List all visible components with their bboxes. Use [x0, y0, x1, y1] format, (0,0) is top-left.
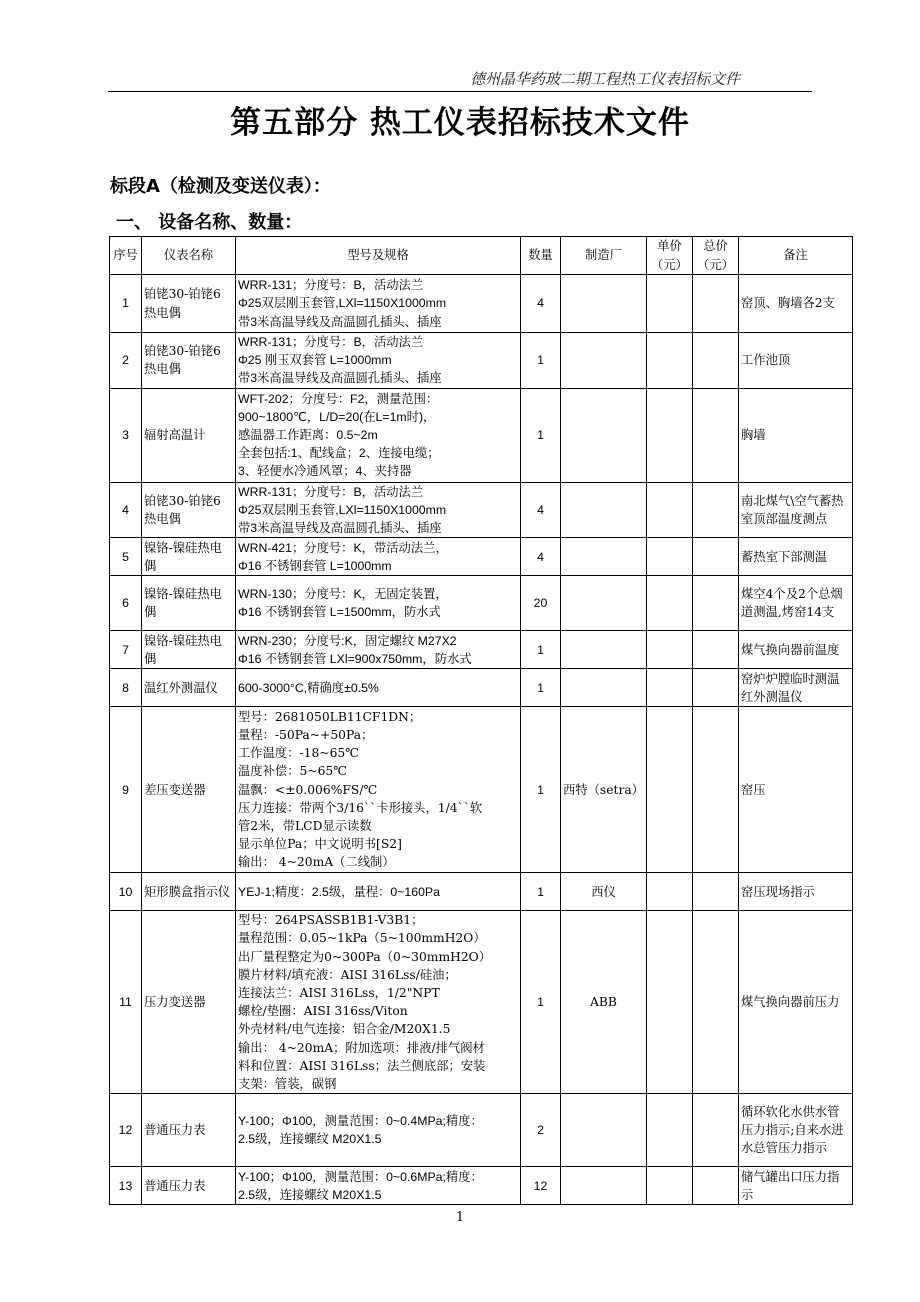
table-row [110, 1167, 853, 1205]
spec-line: 量程范围：0.05~1kPa（5~100mmH2O） [238, 931, 486, 946]
spec-line: 压力连接：带两个3/16``卡形接头，1/4``软 [238, 800, 483, 815]
cell-instrument-name: 压力变送器 [142, 911, 236, 1094]
spec-line: Φ25双层刚玉套管,LXl=1150X1000mm [238, 502, 447, 517]
cell-remark: 窑炉炉膛临时测温红外测温仪 [739, 669, 853, 707]
cell-spec [236, 333, 521, 389]
cell-spec [236, 911, 521, 1094]
cell-instrument-name: 镍铬-镍硅热电偶 [142, 538, 236, 576]
cell-total-price [693, 1094, 739, 1167]
spec-line: 全套包括:1、配线盒；2、连接电缆； [238, 446, 440, 461]
cell-instrument-name: 铂铑30-铂铑6热电偶 [142, 275, 236, 333]
spec-line: WRR-131；分度号：B，活动法兰 [238, 335, 424, 349]
cell-unit-price [647, 388, 693, 482]
spec-line: 型号：264PSASSB1B1-V3B1； [238, 913, 424, 928]
cell-spec [236, 707, 521, 873]
cell-spec [236, 576, 521, 631]
spec-line: WRN-230；分度号:K，固定螺纹 M27X2 [238, 633, 457, 648]
cell-instrument-name: 铂铑30-铂铑6热电偶 [142, 482, 236, 538]
cell-maker [561, 1167, 647, 1205]
spec-line: Y-100；Φ100，测量范围：0~0.4MPa;精度： [238, 1114, 483, 1129]
table-row [110, 482, 853, 538]
cell-qty: 1 [521, 388, 561, 482]
spec-line: WRN-421；分度号：K，带活动法兰， [238, 540, 448, 555]
cell-spec [236, 873, 521, 911]
cell-total-price [693, 388, 739, 482]
cell-total-price [693, 631, 739, 669]
cell-instrument-name: 温红外测温仪 [142, 669, 236, 707]
cell-total-price [693, 669, 739, 707]
cell-maker [561, 1094, 647, 1167]
table-row [110, 275, 853, 333]
cell-qty: 1 [521, 911, 561, 1094]
spec-line: 带3米高温导线及高温圆孔插头、插座 [238, 314, 442, 329]
cell-spec [236, 538, 521, 576]
spec-line: 量程：-50Pa~+50Pa； [238, 728, 374, 742]
cell-total-price [693, 576, 739, 631]
cell-qty: 4 [521, 538, 561, 576]
cell-total-price [693, 1167, 739, 1205]
cell-instrument-name: 镍铬-镍硅热电偶 [142, 576, 236, 631]
cell-remark: 工作池顶 [739, 333, 853, 389]
cell-no: 3 [110, 388, 142, 482]
cell-remark: 循环软化水供水管压力指示;自来水进水总管压力指示 [739, 1094, 853, 1167]
spec-line: Φ16 不锈钢套管 LXl=900x750mm，防水式 [238, 651, 472, 666]
cell-remark: 煤气换向器前温度 [739, 631, 853, 669]
cell-maker: 西仪 [561, 873, 647, 911]
cell-remark: 煤空4个及2个总烟道测温,烤窑14支 [739, 576, 853, 631]
spec-line: 温飘：<±0.006%FS/℃ [238, 782, 378, 797]
cell-qty: 20 [521, 576, 561, 631]
spec-line: 显示单位Pa；中文说明书[S2] [238, 837, 402, 852]
table-row [110, 911, 853, 1094]
cell-maker [561, 631, 647, 669]
spec-line: 带3米高温导线及高温圆孔插头、插座 [238, 521, 442, 536]
cell-remark: 储气罐出口压力指示 [739, 1167, 853, 1205]
cell-instrument-name: 镍铬-镍硅热电偶 [142, 631, 236, 669]
table-row [110, 873, 853, 911]
table-row [110, 707, 853, 873]
cell-spec [236, 388, 521, 482]
cell-remark: 蓄热室下部测温 [739, 538, 853, 576]
cell-maker: 西特（setra） [561, 707, 647, 873]
cell-unit-price [647, 631, 693, 669]
cell-remark: 煤气换向器前压力 [739, 911, 853, 1094]
spec-line: Y-100；Φ100，测量范围：0~0.6MPa;精度： [238, 1169, 483, 1184]
spec-line: 管2米，带LCD显示读数 [238, 819, 372, 834]
col-header-no: 序号 [110, 237, 142, 275]
cell-qty: 1 [521, 669, 561, 707]
col-header-qty: 数量 [521, 237, 561, 275]
col-header-total-price: 总价（元） [693, 237, 739, 275]
cell-instrument-name: 普通压力表 [142, 1094, 236, 1167]
spec-line: Φ25双层刚玉套管,LXl=1150X1000mm [238, 296, 447, 311]
cell-no: 8 [110, 669, 142, 707]
spec-line: 出厂量程整定为0~300Pa（0~30mmH2O） [238, 949, 492, 964]
cell-instrument-name: 辐射高温计 [142, 388, 236, 482]
cell-maker [561, 538, 647, 576]
spec-line: 输出： 4~20mA（二线制） [238, 855, 395, 870]
spec-line: 料和位置：AISI 316Lss；法兰侧底部；安装 [238, 1058, 486, 1073]
cell-unit-price [647, 1167, 693, 1205]
table-row [110, 576, 853, 631]
spec-line: 带3米高温导线及高温圆孔插头、插座 [238, 371, 442, 386]
cell-total-price [693, 538, 739, 576]
cell-total-price [693, 333, 739, 389]
cell-instrument-name: 铂铑30-铂铑6热电偶 [142, 333, 236, 389]
cell-unit-price [647, 707, 693, 873]
cell-qty: 1 [521, 333, 561, 389]
spec-line: 600-3000°C,精确度±0.5% [238, 680, 379, 695]
table-row [110, 669, 853, 707]
table-row [110, 388, 853, 482]
col-header-spec: 型号及规格 [236, 237, 521, 275]
col-header-name: 仪表名称 [142, 237, 236, 275]
spec-line: WRR-131；分度号：B，活动法兰 [238, 484, 424, 499]
spec-line: 输出： 4~20mA；附加选项：排液/排气阀材 [238, 1040, 485, 1055]
cell-total-price [693, 707, 739, 873]
table-body [110, 275, 853, 1205]
table-row [110, 631, 853, 669]
cell-spec [236, 482, 521, 538]
cell-qty: 1 [521, 873, 561, 911]
table-row [110, 538, 853, 576]
cell-spec [236, 631, 521, 669]
cell-maker [561, 576, 647, 631]
cell-no: 6 [110, 576, 142, 631]
cell-unit-price [647, 1094, 693, 1167]
cell-remark: 窑压 [739, 707, 853, 873]
spec-line: 900~1800℃，L/D=20(在L=1m时)， [238, 409, 436, 424]
cell-unit-price [647, 873, 693, 911]
cell-remark: 窑压现场指示 [739, 873, 853, 911]
spec-line: 感温器工作距离：0.5~2m [238, 428, 378, 442]
running-header: 德州晶华药玻二期工程热工仪表招标文件 [470, 70, 741, 88]
table-header-row [110, 237, 853, 275]
spec-line: 2.5级，连接螺纹 M20X1.5 [238, 1187, 382, 1202]
cell-remark: 南北煤气\空气蓄热室顶部温度测点 [739, 482, 853, 538]
cell-remark: 窑顶、胸墙各2支 [739, 275, 853, 333]
spec-line: WRR-131；分度号：B，活动法兰 [238, 278, 424, 293]
cell-unit-price [647, 275, 693, 333]
spec-line: WFT-202；分度号：F2，测量范围： [238, 391, 439, 406]
cell-unit-price [647, 669, 693, 707]
section-heading: 一、 设备名称、数量： [116, 212, 303, 233]
cell-no: 12 [110, 1094, 142, 1167]
spec-line: 2.5级，连接螺纹 M20X1.5 [238, 1132, 382, 1147]
spec-line: 外壳材料/电气连接：铝合金/M20X1.5 [238, 1022, 451, 1037]
cell-qty: 1 [521, 707, 561, 873]
spec-line: YEJ-1;精度：2.5级，量程：0~160Pa [238, 884, 440, 899]
spec-line: 工作温度：-18~65℃ [238, 746, 359, 761]
cell-no: 7 [110, 631, 142, 669]
spec-line: 连接法兰：AISI 316Lss，1/2"NPT [238, 986, 440, 1001]
cell-no: 2 [110, 333, 142, 389]
cell-no: 9 [110, 707, 142, 873]
spec-line: 3、轻便水冷通风罩；4、夹持器 [238, 464, 412, 479]
table-row [110, 1094, 853, 1167]
spec-line: Φ16 不锈钢套管 L=1000mm [238, 558, 392, 573]
cell-instrument-name: 普通压力表 [142, 1167, 236, 1205]
lot-subheading: 标段A（检测及变送仪表）： [110, 176, 331, 197]
equipment-table [109, 236, 853, 1205]
cell-no: 5 [110, 538, 142, 576]
cell-qty: 1 [521, 631, 561, 669]
cell-qty: 2 [521, 1094, 561, 1167]
cell-no: 1 [110, 275, 142, 333]
cell-unit-price [647, 911, 693, 1094]
cell-unit-price [647, 538, 693, 576]
cell-total-price [693, 482, 739, 538]
cell-unit-price [647, 576, 693, 631]
spec-line: 支架：管装，碳钢 [238, 1077, 337, 1092]
cell-total-price [693, 275, 739, 333]
cell-qty: 12 [521, 1167, 561, 1205]
cell-maker [561, 333, 647, 389]
table-row [110, 333, 853, 389]
cell-instrument-name: 差压变送器 [142, 707, 236, 873]
spec-line: Φ16 不锈钢套管 L=1500mm，防水式 [238, 605, 441, 620]
cell-maker [561, 388, 647, 482]
spec-line: 螺栓/垫圈：AISI 316ss/Viton [238, 1004, 408, 1019]
cell-no: 4 [110, 482, 142, 538]
cell-unit-price [647, 333, 693, 389]
spec-line: 温度补偿：5~65℃ [238, 764, 348, 779]
cell-no: 13 [110, 1167, 142, 1205]
cell-spec [236, 1094, 521, 1167]
cell-no: 10 [110, 873, 142, 911]
cell-unit-price [647, 482, 693, 538]
col-header-unit-price: 单价（元） [647, 237, 693, 275]
spec-line: 膜片材料/填充液：AISI 316Lss/硅油； [238, 967, 457, 982]
cell-no: 11 [110, 911, 142, 1094]
col-header-maker: 制造厂 [561, 237, 647, 275]
page-number: 1 [455, 1210, 465, 1225]
spec-line: Φ25 刚玉双套管 L=1000mm [238, 353, 392, 368]
cell-spec [236, 275, 521, 333]
header-rule [108, 91, 812, 92]
page-title: 第五部分 热工仪表招标技术文件 [230, 105, 690, 141]
cell-maker [561, 275, 647, 333]
cell-qty: 4 [521, 275, 561, 333]
col-header-remark: 备注 [739, 237, 853, 275]
cell-maker: ABB [561, 911, 647, 1094]
cell-spec [236, 1167, 521, 1205]
cell-total-price [693, 873, 739, 911]
cell-total-price [693, 911, 739, 1094]
cell-maker [561, 482, 647, 538]
cell-maker [561, 669, 647, 707]
spec-line: 型号：2681050LB11CF1DN； [238, 709, 422, 724]
spec-line: WRN-130；分度号：K，无固定装置， [238, 587, 448, 602]
cell-instrument-name: 矩形膜盒指示仪 [142, 873, 236, 911]
cell-qty: 4 [521, 482, 561, 538]
cell-spec [236, 669, 521, 707]
cell-remark: 胸墙 [739, 388, 853, 482]
